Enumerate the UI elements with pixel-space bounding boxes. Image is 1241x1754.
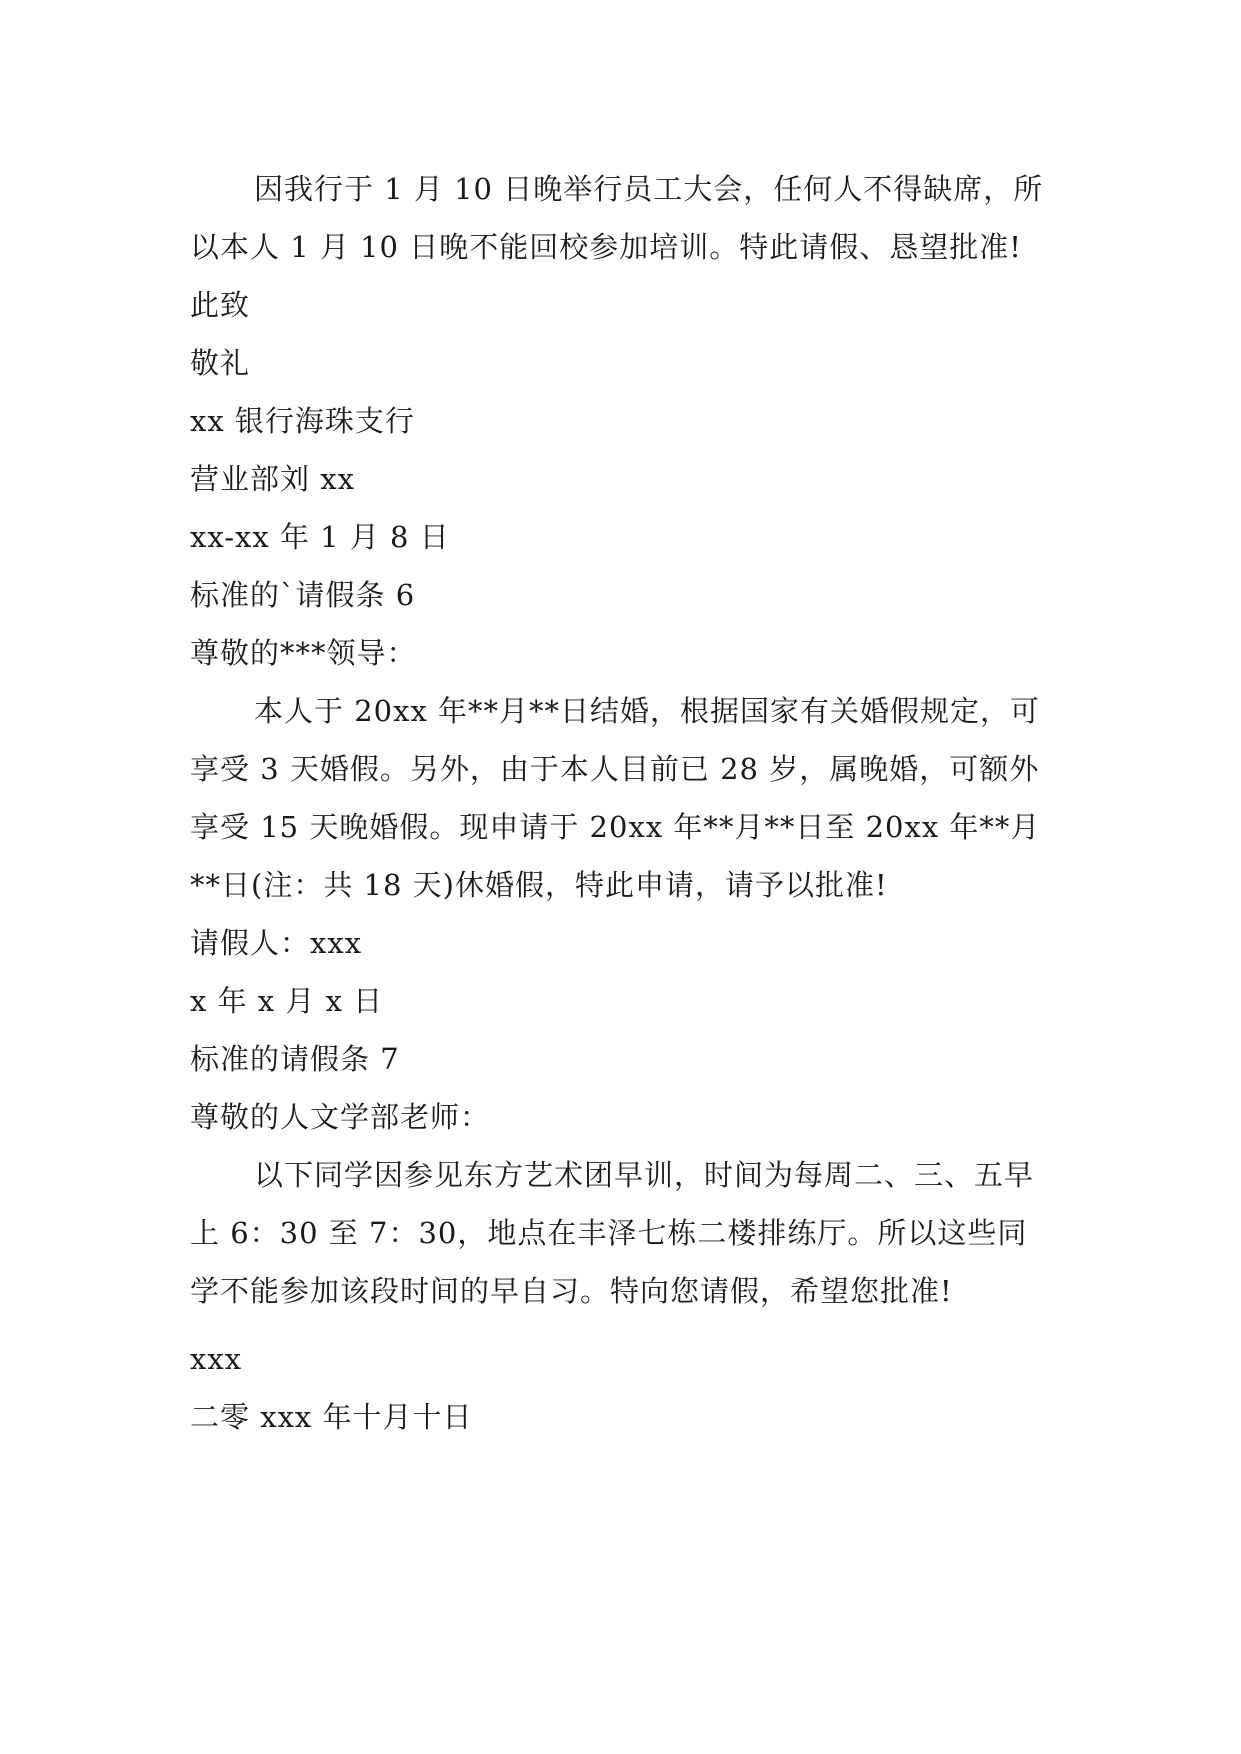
letter5-closing-1: 此致 <box>190 288 251 322</box>
letter6-heading: 标准的`请假条 6 <box>190 578 416 612</box>
letter7-date: 二零 xxx 年十月十日 <box>190 1400 473 1434</box>
letter6-date: x 年 x 月 x 日 <box>190 984 384 1018</box>
document-content <box>190 160 1050 1446</box>
letter5-body: 因我行于 1 月 10 日晚举行员工大会，任何人不得缺席，所以本人 1 月 10 日晚不能回校参加培训。特此请假、恳望批准! <box>190 172 1044 264</box>
letter7-salutation: 尊敬的人文学部老师： <box>190 1100 491 1134</box>
letter5-organization: xx 银行海珠支行 <box>190 404 415 438</box>
letter7-signer: xxx <box>190 1342 243 1376</box>
letter6-body: 本人于 20xx 年**月**日结婚，根据国家有关婚假规定，可享受 3 天婚假。另外，由于本人目前已 28 岁，属晚婚，可额外享受 15 天晚婚假。现申请于 20xx 年**月**日至 20xx 年**月**日(注：共 18 天)休婚假，特此申请，请予以批准! <box>190 694 1041 902</box>
letter5-closing-2: 敬礼 <box>190 346 251 380</box>
letter7-body: 以下同学因参见东方艺术团早训，时间为每周二、三、五早上 6：30 至 7：30，地点在丰泽七栋二楼排练厅。所以这些同学不能参加该段时间的早自习。特向您请假，希望您批准! <box>190 1158 1035 1308</box>
letter5-department-signer: 营业部刘 xx <box>190 462 355 496</box>
letter6-salutation: 尊敬的***领导： <box>190 636 417 670</box>
letter5-date: xx-xx 年 1 月 8 日 <box>190 520 450 554</box>
letter6-signer: 请假人：xxx <box>190 926 363 960</box>
letter7-heading: 标准的请假条 7 <box>190 1042 400 1076</box>
